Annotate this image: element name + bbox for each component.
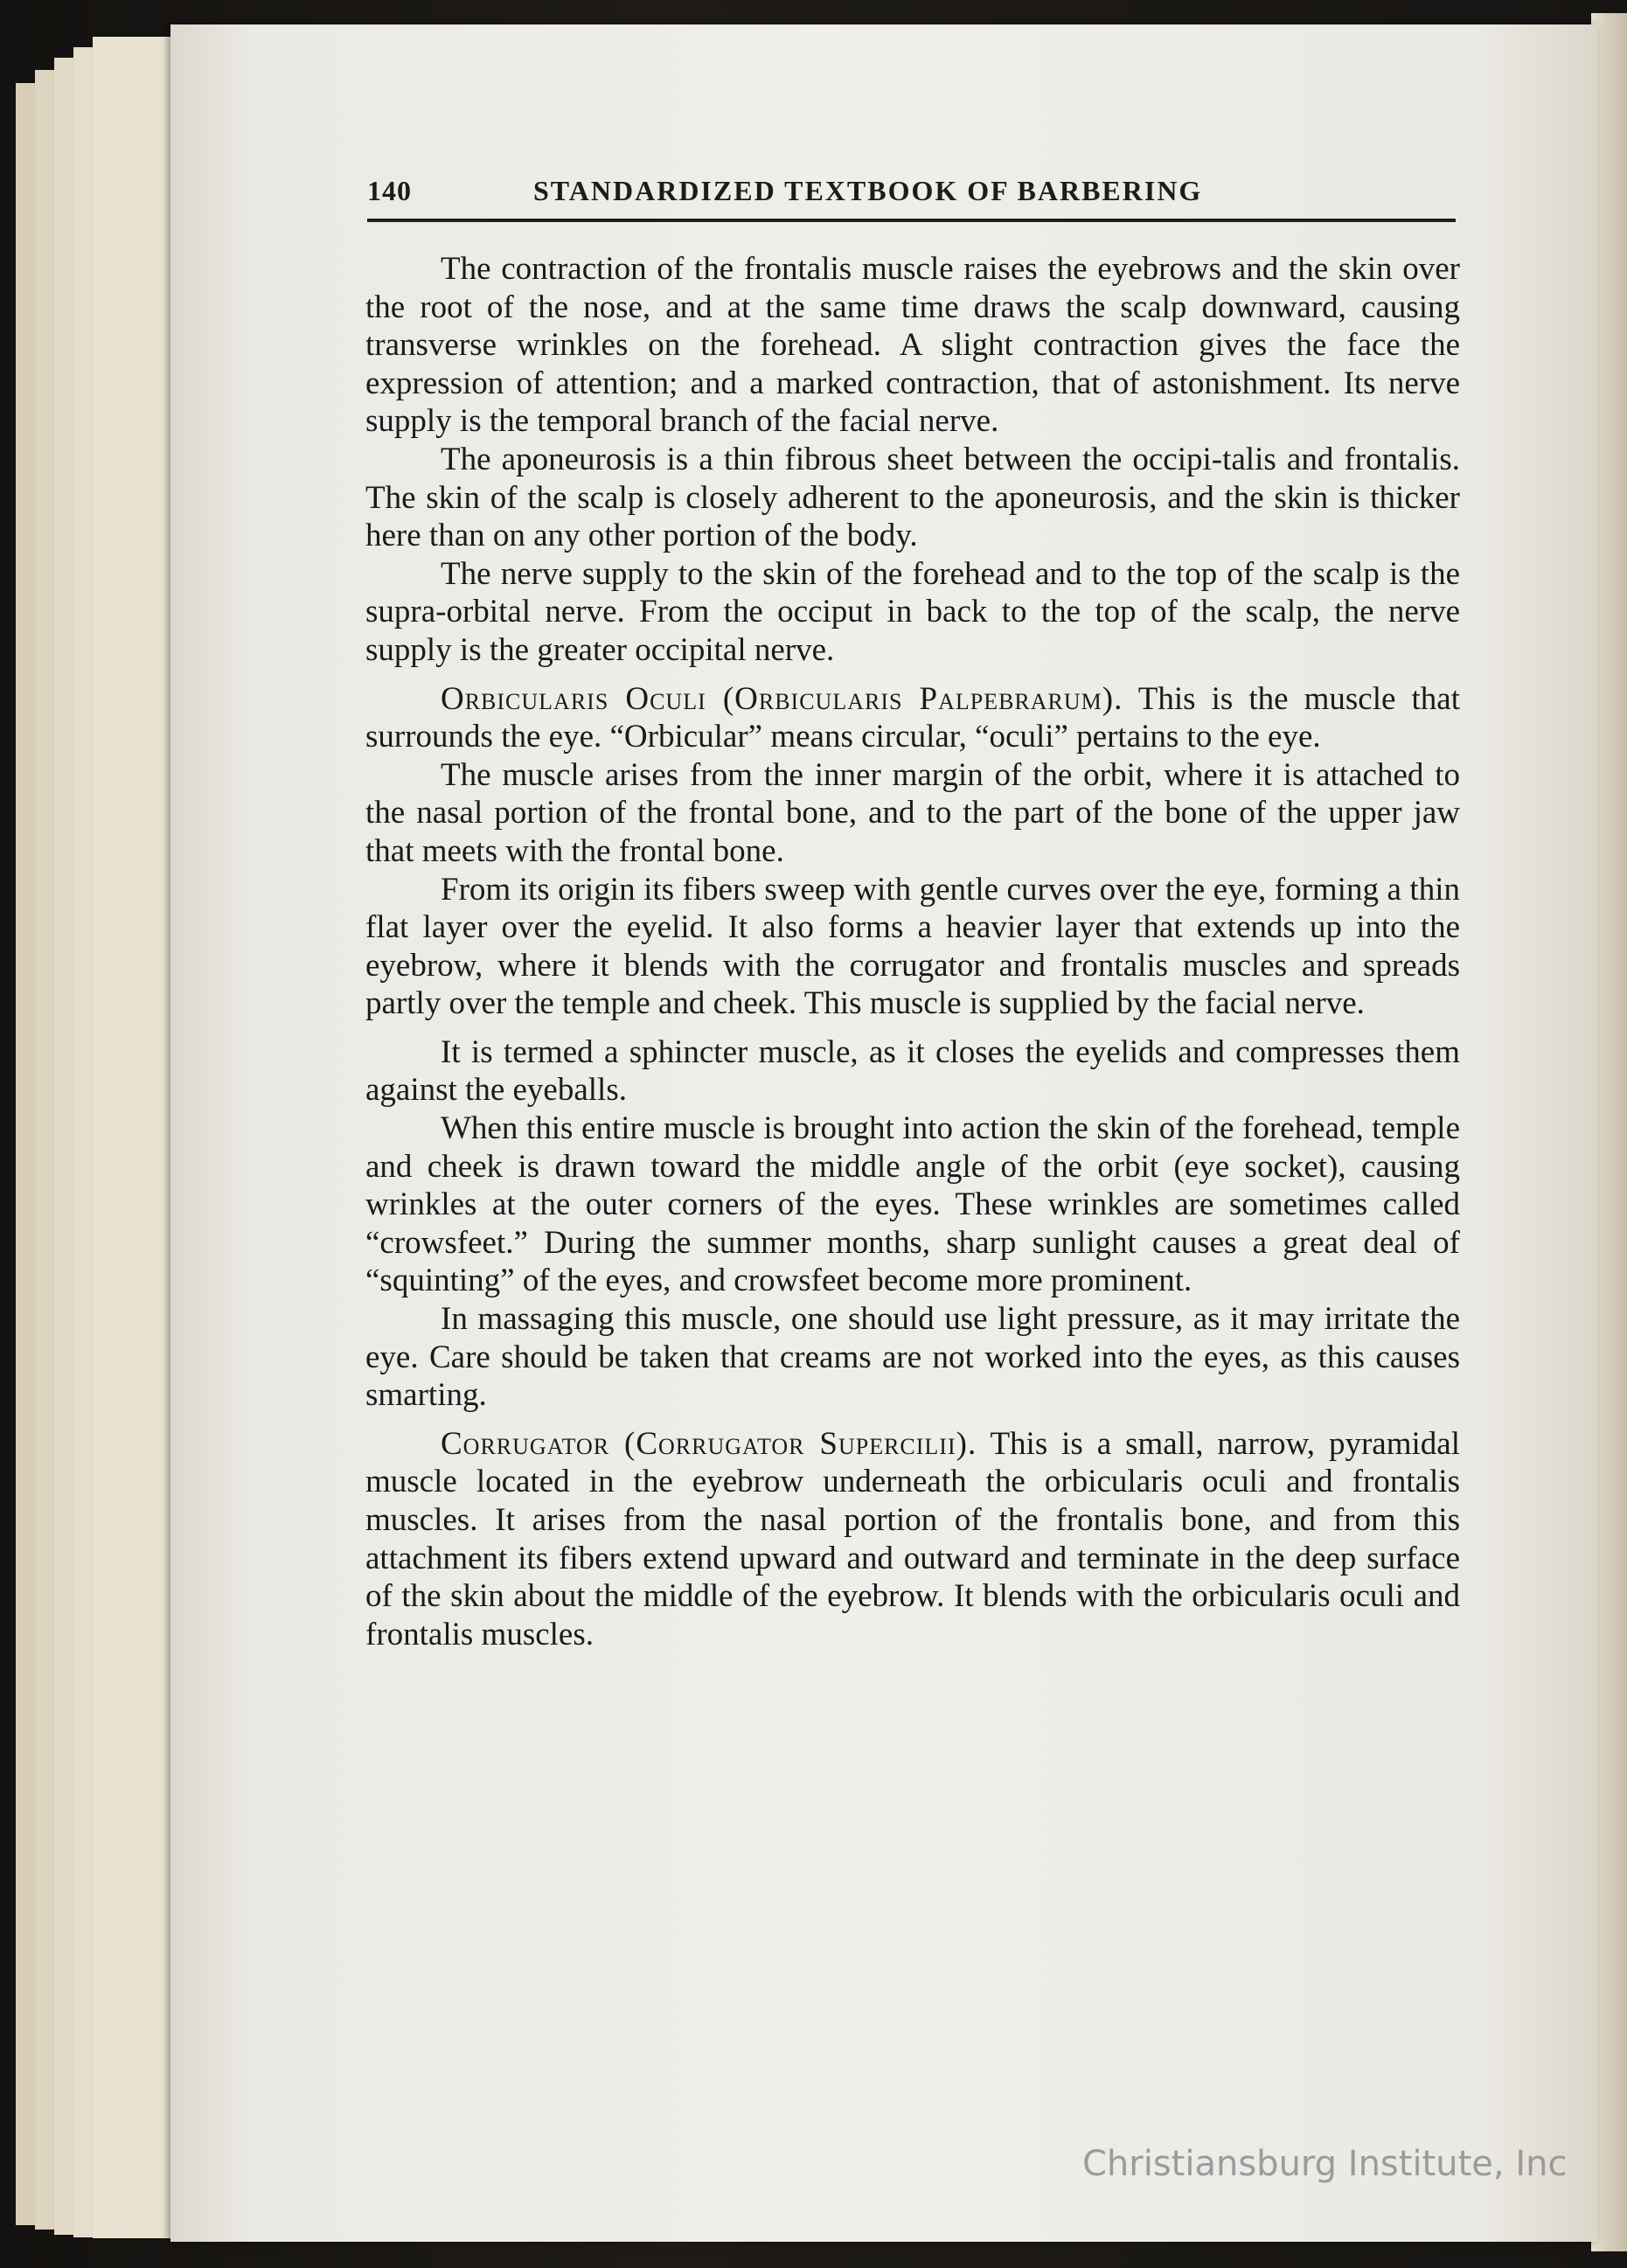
- paragraph: From its origin its fibers sweep with gentle curves over the eye, forming a thin flat layer over the eyelid. It also forms a heavier layer that extends up into the eyebrow, where it blends with the corrugator and frontalis muscles and spreads partly over the temple and cheek. This muscle is supplied by the facial nerve.: [365, 871, 1460, 1022]
- paragraph: The nerve supply to the skin of the forehead and to the top of the scalp is the supra-orbital nerve. From the occiput in back to the top of the scalp, the nerve supply is the greater occipital nerve.: [365, 555, 1460, 668]
- paragraph: When this entire muscle is brought into action the skin of the forehead, temple and cheek is drawn toward the middle angle of the orbit (eye socket), causing wrinkles at the outer corners of the eyes. These wrinkles are sometimes called “crowsfeet.” During the summer months, sharp sunlight causes a great deal of “squinting” of the eyes, and crowsfeet become more prominent.: [365, 1110, 1460, 1299]
- paragraph: The contraction of the frontalis muscle raises the eyebrows and the skin over the root of the nose, and at the same time draws the scalp downward, causing transverse wrinkles on the forehead. A slight contraction gives the face the expression of attention; and a marked contraction, that of astonishment. Its nerve supply is the temporal branch of the facial nerve.: [365, 251, 1460, 440]
- paragraph: It is termed a sphincter muscle, as it closes the eyelids and compresses them against the eyeballs.: [365, 1033, 1460, 1109]
- watermark: Christiansburg Institute, Inc: [1082, 2144, 1568, 2184]
- page-number: 140: [367, 175, 412, 206]
- section-heading-corrugator: Corrugator (Corrugator Supercilii).: [441, 1425, 977, 1462]
- paragraph: [365, 1425, 1460, 1654]
- paragraph: The aponeurosis is a thin fibrous sheet between the occipi-talis and frontalis. The skin of the scalp is closely adherent to the aponeurosis, and the skin is thicker here than on any other portion of the body.: [365, 441, 1460, 554]
- paragraph: In massaging this muscle, one should use light pressure, as it may irritate the eye. Care should be taken that creams are not worked into the eyes, as this causes smarting.: [365, 1301, 1460, 1414]
- paragraph-text: This is a small, narrow, pyramidal muscle located in the eyebrow underneath the orbicularis oculi and frontalis muscles. It arises from the nasal portion of the frontalis bone, and from this attachment its fibers extend upward and outward and terminate in the deep surface of the skin about the middle of the eyebrow. It blends with the orbicularis oculi and frontalis muscles.: [365, 1425, 1460, 1652]
- paragraph: [365, 680, 1460, 756]
- paragraph: The muscle arises from the inner margin of the orbit, where it is attached to the nasal portion of the frontal bone, and to the part of the bone of the upper jaw that meets with the frontal bone.: [365, 756, 1460, 869]
- paragraph-text: This is the muscle that surrounds the eye. “Orbicular” means circular, “oculi” pertains to the eye.: [365, 680, 1460, 755]
- running-head: [367, 175, 1456, 222]
- body-text: [365, 250, 1460, 1653]
- book-title: STANDARDIZED TEXTBOOK OF BARBERING: [533, 175, 1203, 206]
- section-heading-orbicularis: Orbicularis Oculi (Orbicularis Palpebrarum).: [441, 680, 1123, 717]
